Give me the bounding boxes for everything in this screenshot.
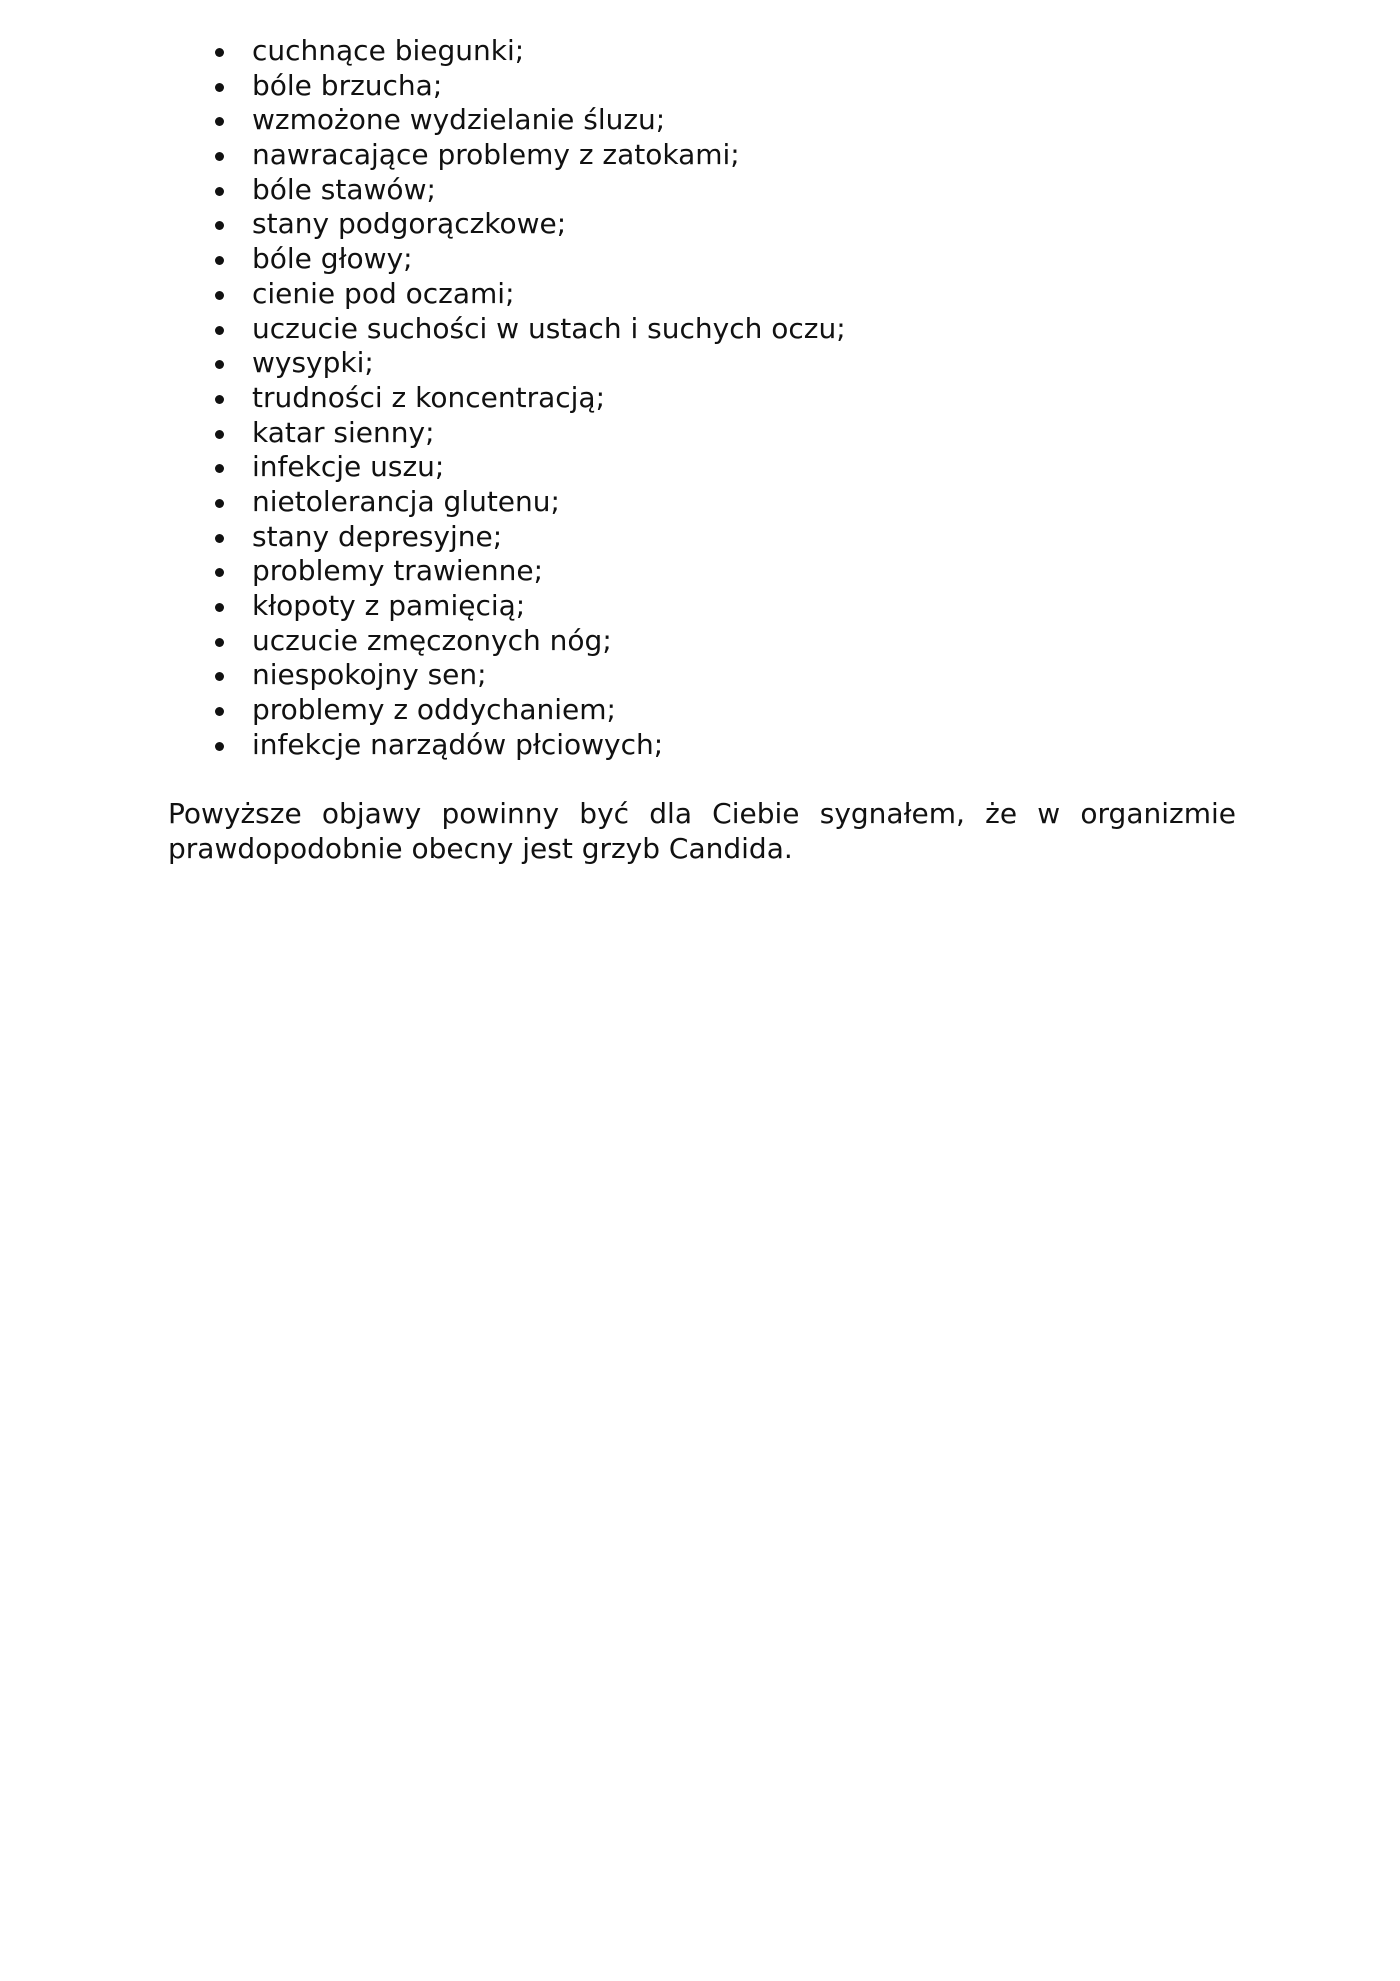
list-item-text: nawracające problemy z zatokami; [252,138,740,172]
list-item-text: bóle brzucha; [252,68,443,102]
bullet-icon [215,395,224,404]
bullet-icon [215,48,224,57]
bullet-icon [215,464,224,473]
bullet-icon [215,707,224,716]
list-item-text: uczucie zmęczonych nóg; [252,623,612,657]
bullet-icon [215,187,224,196]
bullet-icon [215,603,224,612]
bullet-icon [215,360,224,369]
list-item [168,312,846,347]
list-item [168,728,846,763]
list-item [168,624,846,659]
summary-line-2: prawdopodobnie obecny jest grzyb Candida. [168,832,793,865]
list-item [168,69,846,104]
list-item-text: kłopoty z pamięcią; [252,589,526,622]
list-item [168,277,846,312]
list-item [168,658,846,693]
list-item-text: bóle głowy; [252,242,413,276]
list-item [168,207,846,242]
list-item-text: niespokojny sen; [252,658,487,692]
list-item-text: infekcje uszu; [252,450,445,484]
list-item-text: cienie pod oczami; [252,276,515,310]
list-item [168,416,846,451]
list-item [168,34,846,69]
list-item [168,381,846,416]
list-item-text: problemy z oddychaniem; [252,693,616,727]
bullet-icon [215,534,224,543]
list-item-text: katar sienny; [252,415,435,449]
list-item [168,242,846,277]
list-item-text: cuchnące biegunki; [252,34,525,67]
bullet-icon [215,742,224,751]
bullet-icon [215,152,224,161]
list-item [168,103,846,138]
summary-paragraph [168,796,1236,866]
bullet-icon [215,672,224,681]
list-item-text: infekcje narządów płciowych; [252,727,664,761]
symptom-list [168,34,846,762]
list-item [168,346,846,381]
bullet-icon [215,326,224,335]
bullet-icon [215,83,224,92]
list-item [168,554,846,589]
list-item [168,693,846,728]
summary-line-1: Powyższe objawy powinny być dla Ciebie sygnałem, że w organizmie [168,797,1236,830]
list-item-text: stany depresyjne; [252,519,503,553]
list-item [168,520,846,555]
list-item [168,138,846,173]
list-item-text: nietolerancja glutenu; [252,484,560,518]
bullet-icon [215,291,224,300]
list-item [168,173,846,208]
list-item-text: trudności z koncentracją; [252,380,606,414]
bullet-icon [215,568,224,577]
list-item [168,589,846,624]
bullet-icon [215,499,224,508]
bullet-icon [215,117,224,126]
bullet-icon [215,221,224,230]
bullet-icon [215,638,224,647]
list-item-text: uczucie suchości w ustach i suchych oczu; [252,311,846,345]
list-item-text: stany podgorączkowe; [252,207,567,241]
bullet-icon [215,430,224,439]
list-item-text: problemy trawienne; [252,554,544,588]
list-item [168,450,846,485]
list-item-text: wzmożone wydzielanie śluzu; [252,103,666,137]
bullet-icon [215,256,224,265]
list-item-text: wysypki; [252,346,374,380]
list-item [168,485,846,520]
list-item-text: bóle stawów; [252,172,436,206]
